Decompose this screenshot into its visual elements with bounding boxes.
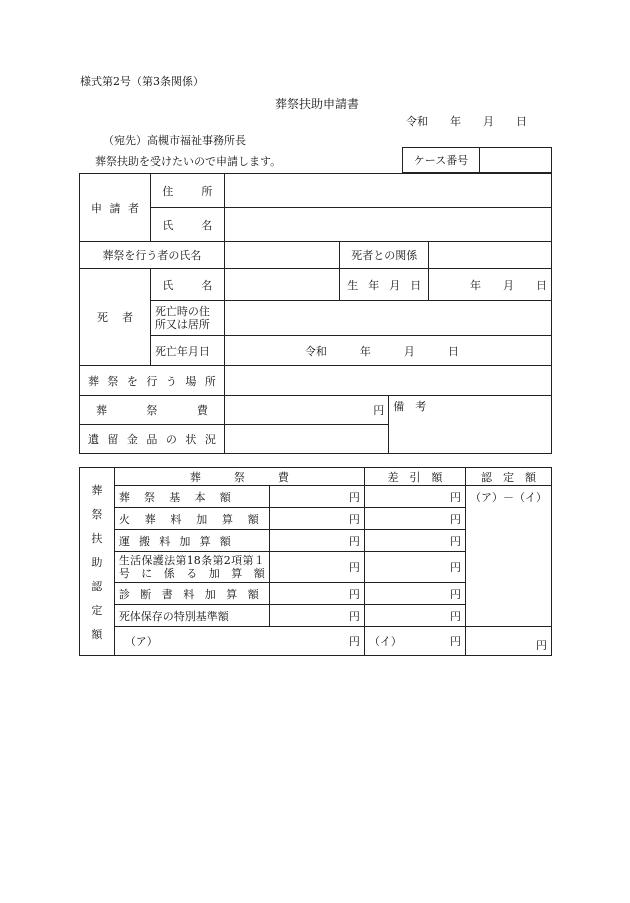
row-label-cremation: 火葬料加算額 <box>114 508 269 530</box>
funeral-host-name-field[interactable] <box>224 242 339 269</box>
estate-field[interactable] <box>224 425 388 454</box>
deceased-section-label: 死者 <box>80 269 151 366</box>
applicant-name-label: 氏名 <box>150 208 224 242</box>
relation-label: 死者との関係 <box>340 242 429 269</box>
approved-total-field[interactable]: 円 <box>465 627 551 656</box>
residence-label: 死亡時の住所又は居所 <box>150 301 224 336</box>
funeral-cost-field[interactable]: 円 <box>224 396 388 425</box>
approved-formula: （ア）－（イ） <box>465 486 551 627</box>
deduction-transport-field[interactable]: 円 <box>364 530 465 552</box>
addressee: （宛先）高槻市福祉事務所長 <box>103 134 246 147</box>
cost-transport-field[interactable]: 円 <box>269 530 364 552</box>
applicant-name-field[interactable] <box>224 208 551 242</box>
deduction-preservation-field[interactable]: 円 <box>364 605 465 627</box>
funeral-place-field[interactable] <box>224 366 551 396</box>
deduction-certificate-field[interactable]: 円 <box>364 583 465 605</box>
funeral-cost-label: 葬祭費 <box>80 396 225 425</box>
page-title: 葬祭扶助申請書 <box>275 97 360 111</box>
row-label-transport: 運搬料加算額 <box>114 530 269 552</box>
funeral-place-label: 葬祭を行う場所 <box>80 366 225 396</box>
row-label-article18: 生活保護法第18条第2項第１号に係る加算額 <box>114 552 269 583</box>
total-i-field[interactable] <box>364 627 465 656</box>
birth-date-field[interactable]: 年 月 日 <box>429 269 552 301</box>
case-number-field[interactable] <box>480 148 552 173</box>
application-statement: 葬祭扶助を受けたいので申請します。 <box>95 155 282 168</box>
remarks-label: 備 考 <box>393 400 427 413</box>
form-number: 様式第2号（第3条関係） <box>80 75 204 88</box>
birth-date-label: 生年月日 <box>340 269 429 301</box>
calc-side-label: 葬 祭 扶 助 認 定 額 <box>80 468 115 656</box>
date-line: 令和 年 月 日 <box>406 115 527 128</box>
remarks-field[interactable] <box>389 396 552 454</box>
applicant-section-label: 申請者 <box>80 174 151 242</box>
deduction-cremation-field[interactable]: 円 <box>364 508 465 530</box>
row-label-basic: 葬祭基本額 <box>114 486 269 508</box>
total-i-label: （イ） <box>368 635 402 648</box>
applicant-address-field[interactable] <box>224 174 551 208</box>
relation-field[interactable] <box>429 242 552 269</box>
col-header-approved: 認 定 額 <box>465 468 551 486</box>
cost-cremation-field[interactable]: 円 <box>269 508 364 530</box>
total-a-label: （ア） <box>124 635 158 648</box>
case-number-label: ケース番号 <box>403 148 480 173</box>
col-header-deduction: 差 引 額 <box>364 468 465 486</box>
cost-basic-field[interactable]: 円 <box>269 486 364 508</box>
cost-article18-field[interactable]: 円 <box>269 552 364 583</box>
deceased-name-label: 氏名 <box>150 269 224 301</box>
calculation-table <box>79 467 552 656</box>
total-i-unit: 円 <box>449 635 461 648</box>
total-a-unit: 円 <box>348 635 360 648</box>
estate-label: 遺留金品の状況 <box>80 425 225 454</box>
deduction-basic-field[interactable]: 円 <box>364 486 465 508</box>
application-table <box>79 173 552 454</box>
death-date-label: 死亡年月日 <box>150 336 224 366</box>
death-date-field[interactable]: 令和 年 月 日 <box>224 336 551 366</box>
col-header-cost: 葬 祭 費 <box>114 468 364 486</box>
deduction-article18-field[interactable]: 円 <box>364 552 465 583</box>
cost-preservation-field[interactable]: 円 <box>269 605 364 627</box>
applicant-address-label: 住所 <box>150 174 224 208</box>
cost-certificate-field[interactable]: 円 <box>269 583 364 605</box>
row-label-certificate: 診断書料加算額 <box>114 583 269 605</box>
case-number-box <box>402 147 552 173</box>
residence-field[interactable] <box>224 301 551 336</box>
funeral-host-name-label: 葬祭を行う者の氏名 <box>80 242 225 269</box>
total-a-field[interactable] <box>114 627 364 656</box>
deceased-name-field[interactable] <box>224 269 339 301</box>
row-label-preservation: 死体保存の特別基準額 <box>114 605 269 627</box>
